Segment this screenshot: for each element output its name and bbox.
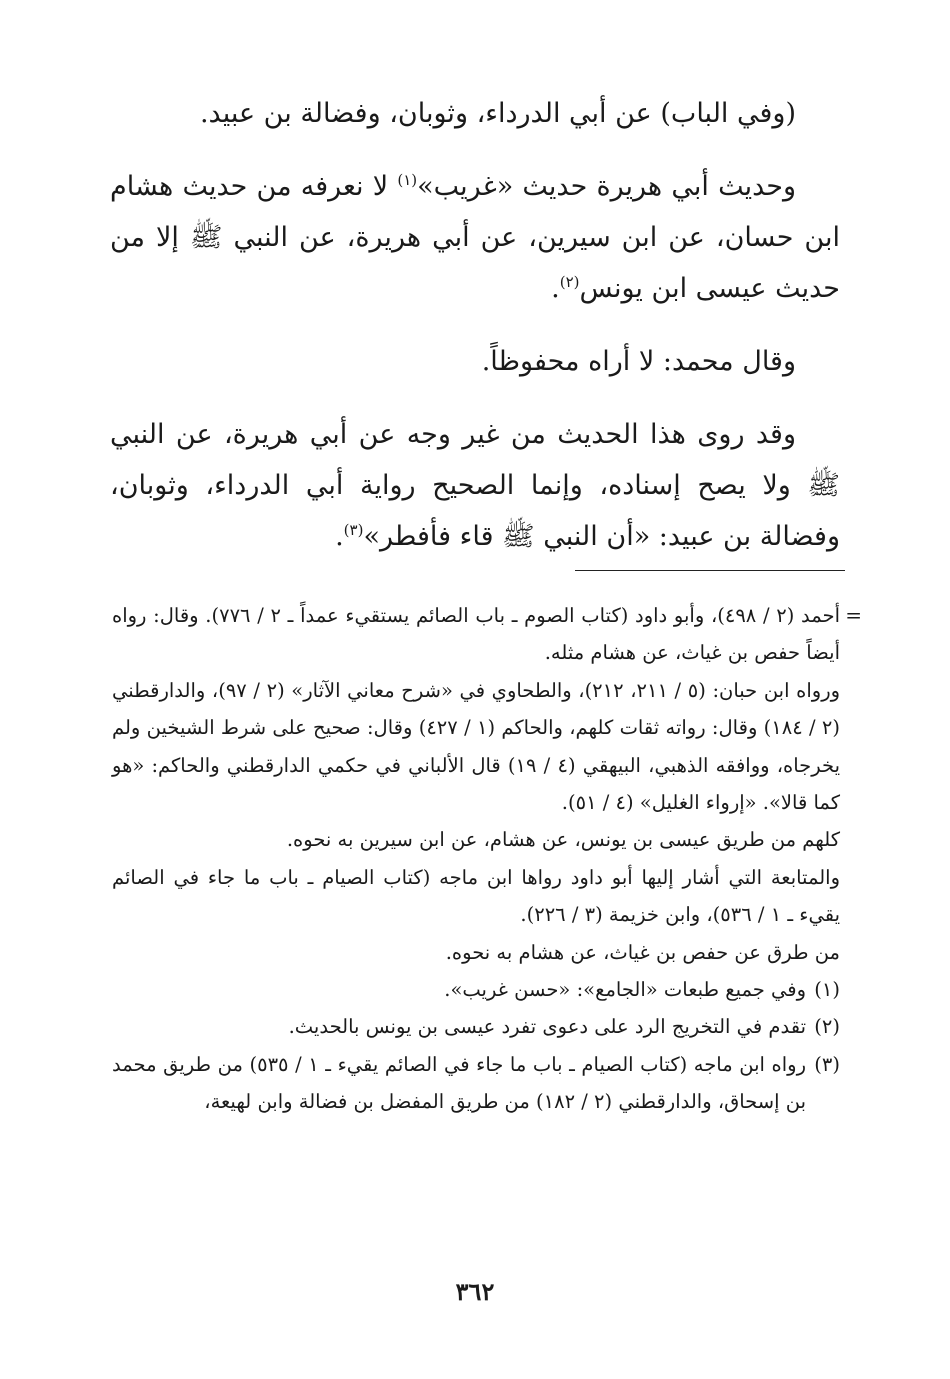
- paragraph-bab: (وفي الباب) عن أبي الدرداء، وثوبان، وفضالة بن عبيد.: [199, 98, 796, 129]
- takhrij-line: كلهم من طريق عيسى بن يونس، عن هشام، عن ابن سيرين به نحوه.: [286, 828, 840, 852]
- takhrij-continuation: [112, 597, 862, 672]
- footnote-ref: (٣): [343, 521, 364, 539]
- paragraph-text: وحديث أبي هريرة حديث «غريب»: [417, 171, 796, 202]
- footnote-2: [112, 1008, 840, 1045]
- paragraph-text: لا نعرفه من حديث هشام ابن حسان، عن ابن سيرين، عن أبي هريرة، عن النبي ﷺ إلا من حديث عيسى ابن يونس: [110, 171, 840, 304]
- paragraph-muhammad: وقال محمد: لا أراه محفوظاً.: [481, 346, 796, 377]
- footnote-number: (٢): [814, 1015, 840, 1039]
- takhrij-line: من طرق عن حفص بن غياث، عن هشام به نحوه.: [445, 940, 840, 964]
- paragraph-abu-hurayra: [110, 161, 840, 314]
- main-text: [110, 88, 840, 562]
- footnote-text: وفي جميع طبعات «الجامع»: «حسن غريب».: [444, 978, 806, 1002]
- footnote-ref: (١): [397, 171, 418, 189]
- takhrij-line: والمتابعة التي أشار إليها أبو داود رواها ابن ماجه (كتاب الصيام ـ باب ما جاء في الصائم يقيء ـ ١ / ٥٣٦)، وابن خزيمة (٣ / ٢٢٦).: [112, 865, 840, 927]
- footnote-divider: [575, 570, 845, 571]
- footnote-number: (١): [814, 978, 840, 1002]
- footnote-ref: (٢): [559, 273, 580, 291]
- footnotes-section: [112, 597, 862, 1121]
- paragraph-text: وقد روى هذا الحديث من غير وجه عن أبي هريرة، عن النبي ﷺ ولا يصح إسناده، وإنما الصحيح رواية أبي الدرداء، وثوبان، وفضالة بن عبيد: «أن النبي ﷺ قاء فأفطر»: [110, 419, 840, 552]
- takhrij-line: ورواه ابن حبان: (٥ / ٢١١، ٢١٢)، والطحاوي في «شرح معاني الآثار» (٢ / ٩٧)، والدارقطني (٢ / ١٨٤) وقال: رواته ثقات كلهم، والحاكم (١ / ٤٢٧) وقال: صحيح على شرط الشيخين ولم يخرجاه، ووافقه الذهبي، البيهقي (٤ / ١٩) قال الألباني في حكمي الدارقطني والحاكم: «هو كما قالا». «إرواء الغليل» (٤ / ٥١).: [112, 678, 841, 815]
- paragraph-text: .: [335, 521, 344, 552]
- continuation-marker: =: [845, 603, 862, 627]
- footnote-text: تقدم في التخريج الرد على دعوى تفرد عيسى بن يونس بالحديث.: [288, 1015, 806, 1039]
- footnote-1: [112, 971, 840, 1008]
- footnote-number: (٣): [814, 1052, 840, 1076]
- paragraph-riwaya: [110, 409, 840, 562]
- footnote-3: [112, 1046, 840, 1121]
- takhrij-line: أحمد (٢ / ٤٩٨)، وأبو داود (كتاب الصوم ـ باب الصائم يستقيء عمداً ـ ٢ / ٧٧٦). وقال: رواه أيضاً حفص بن غياث، عن هشام مثله.: [112, 604, 841, 665]
- footnote-text: رواه ابن ماجه (كتاب الصيام ـ باب ما جاء في الصائم يقيء ـ ١ / ٥٣٥) من طريق محمد بن إسحاق، والدارقطني (٢ / ١٨٢) من طريق المفضل بن فضالة وابن لهيعة،: [112, 1052, 806, 1114]
- page-number: ٣٦٢: [455, 1277, 495, 1306]
- paragraph-text: .: [551, 273, 560, 304]
